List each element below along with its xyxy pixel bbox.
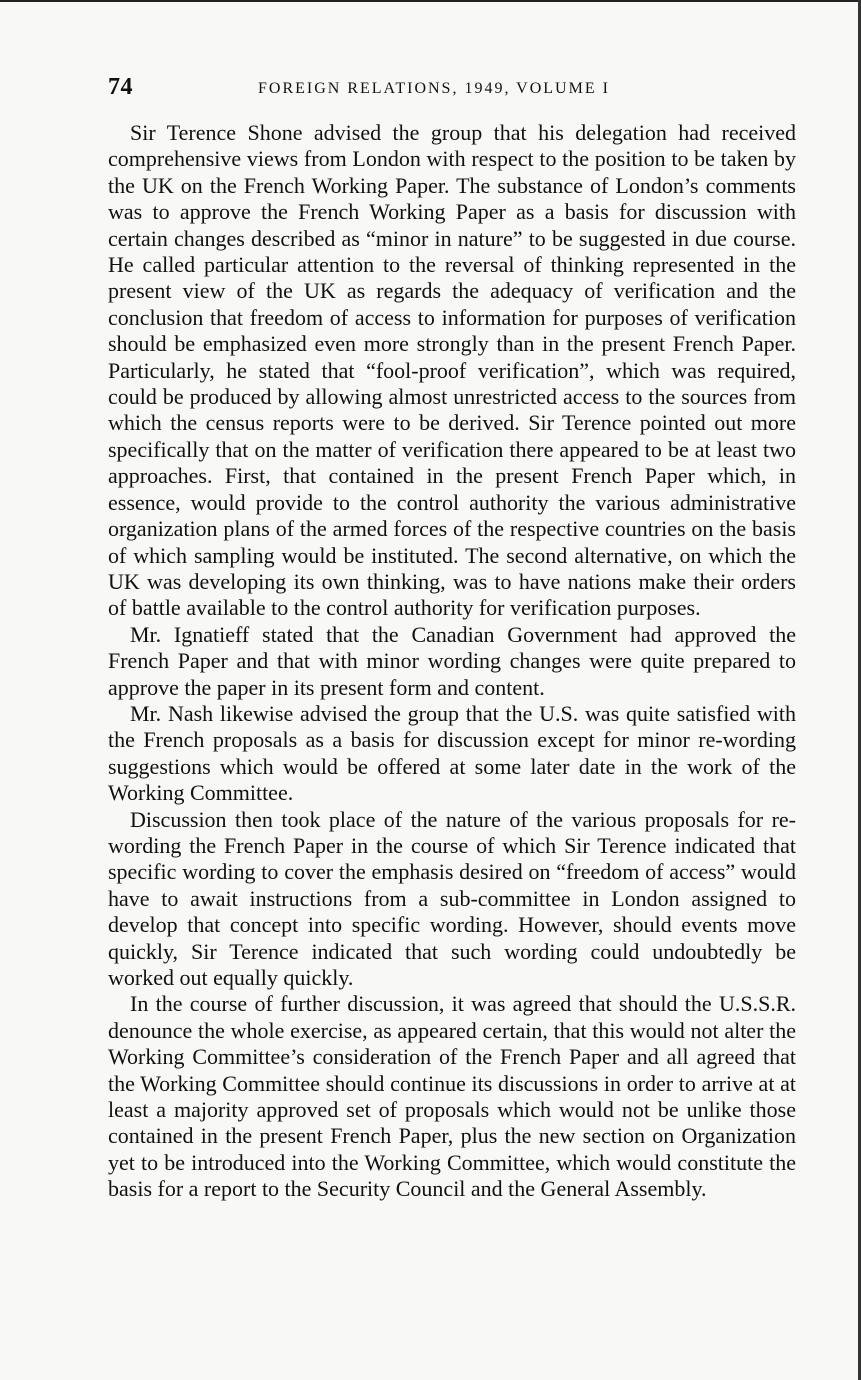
paragraph-ignatieff: Mr. Ignatieff stated that the Canadian Government had approved the French Paper and that with minor wording changes were quite prepared to approve the paper in its present form and content. — [108, 621, 796, 700]
body-text — [108, 120, 796, 1203]
page-header — [108, 74, 796, 106]
top-edge-rule — [0, 0, 861, 2]
paragraph-discussion: Discussion then took place of the nature of the various proposals for re-wording the French Paper in the course of which Sir Terence indicated that specific wording to cover the emphasis desired on “freedom of access” would have to await instructions from a sub-committee in London assigned to develop that concept into specific wording. However, should events move quickly, Sir Terence indicated that such wording could undoubtedly be worked out equally quickly. — [108, 806, 796, 990]
paragraph-nash: Mr. Nash likewise advised the group that the U.S. was quite satisfied with the French proposals as a basis for discussion except for minor re-wording suggestions which would be offered at some later date in the work of the Working Committee. — [108, 700, 796, 806]
paragraph-further-discussion: In the course of further discussion, it was agreed that should the U.S.S.R. denounce the whole exercise, as appeared certain, that this would not alter the Working Committee’s consideration of the French Paper and all agreed that the Working Committee should continue its discussions in order to arrive at at least a majority approved set of proposals which would not be unlike those contained in the present French Paper, plus the new section on Organization yet to be introduced into the Working Committee, which would constitute the basis for a report to the Security Council and the General Assembly. — [108, 991, 796, 1202]
paragraph-shone: Sir Terence Shone advised the group that his delegation had received comprehensive views from London with respect to the position to be taken by the UK on the French Working Paper. The substance of London’s comments was to approve the French Working Paper as a basis for discussion with certain changes described as “minor in nature” to be suggested in due course. He called particular attention to the reversal of thinking represented in the present view of the UK as regards the adequacy of verification and the conclusion that freedom of access to information for purposes of verification should be emphasized even more strongly than in the present French Paper. Particularly, he stated that “fool-proof verification”, which was required, could be produced by allowing almost unrestricted access to the sources from which the census reports were to be derived. Sir Terence pointed out more specifically that on the matter of verification there appeared to be at least two approaches. First, that contained in the present French Paper which, in essence, would provide to the control authority the various administrative organization plans of the armed forces of the respective countries on the basis of which sampling would be instituted. The second alternative, on which the UK was developing its own thinking, was to have nations make their orders of battle available to the control authority for verification purposes. — [108, 120, 796, 621]
running-title: FOREIGN RELATIONS, 1949, VOLUME I — [258, 80, 610, 97]
page-number: 74 — [108, 74, 133, 100]
